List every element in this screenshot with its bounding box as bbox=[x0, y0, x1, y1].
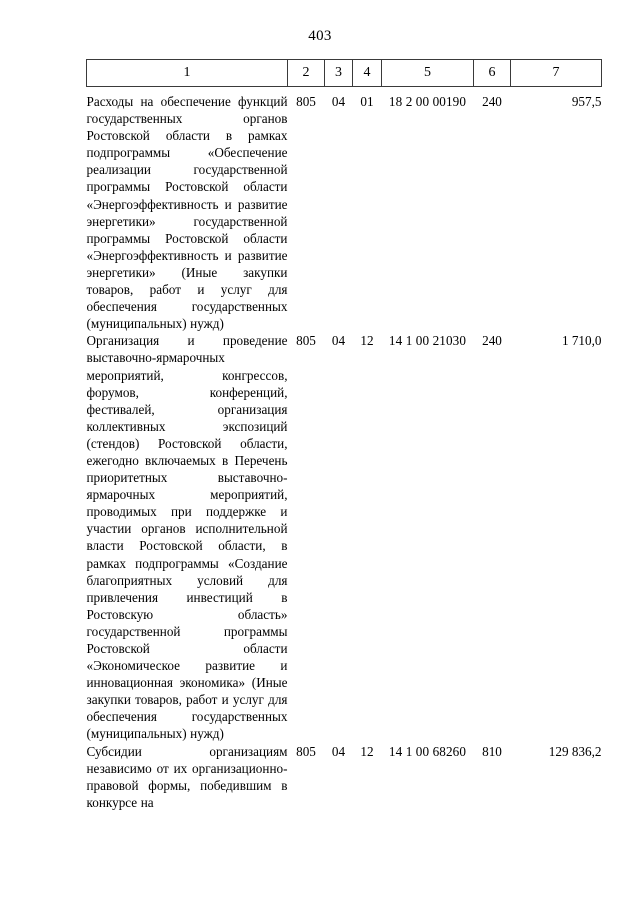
row-subsection-code: 12 bbox=[360, 333, 374, 349]
column-header-6: 6 bbox=[474, 60, 511, 87]
row-description: Субсидии организациям независимо от их организационно-правовой формы, победившим в конкурсе на bbox=[86, 743, 288, 810]
row-chief-administrator-code: 805 bbox=[296, 333, 316, 349]
table-header-row bbox=[87, 60, 602, 87]
row-section-code: 04 bbox=[331, 94, 346, 109]
row-target-item-code: 18 2 00 00190 bbox=[388, 94, 467, 109]
column-header-5: 5 bbox=[382, 60, 474, 87]
row-amount: 1 710,0 bbox=[561, 333, 602, 349]
column-header-2: 2 bbox=[288, 60, 325, 87]
row-chief-administrator-code: 805 bbox=[296, 743, 316, 759]
row-chief-administrator-code: 805 bbox=[296, 94, 316, 109]
row-expense-type-code: 240 bbox=[482, 333, 502, 349]
column-header-1: 1 bbox=[87, 60, 288, 87]
column-header-4: 4 bbox=[353, 60, 382, 87]
row-description: Организация и проведение выставочно-ярмарочных мероприятий, конгрессов, форумов, конференций, фестивалей, организация коллективных экспозиций (стендов) Ростовской области, ежегодно включаемых в Перечень приоритетных выставочно-ярмарочных мероприятий, проводимых при поддержке и участии органов исполнительной власти Ростовской области, в рамках подпрограммы «Создание благоприятных условий для привлечения инвестиций в Ростовскую область» государственной программы Ростовской области «Экономическое развитие и инновационная экономика» (Иные закупки товаров, работ и услуг для обеспечения государственных (муниципальных) нужд) bbox=[86, 333, 288, 742]
row-subsection-code: 12 bbox=[360, 743, 374, 759]
row-target-item-code: 14 1 00 68260 bbox=[388, 743, 467, 759]
row-amount: 957,5 bbox=[571, 94, 602, 109]
table-row bbox=[87, 743, 602, 811]
row-amount: 129 836,2 bbox=[548, 743, 602, 759]
column-header-3: 3 bbox=[325, 60, 353, 87]
row-section-code: 04 bbox=[331, 333, 346, 349]
column-header-7: 7 bbox=[511, 60, 602, 87]
row-section-code: 04 bbox=[331, 743, 346, 759]
row-subsection-code: 01 bbox=[360, 94, 374, 109]
budget-table bbox=[86, 59, 602, 811]
row-target-item-code: 14 1 00 21030 bbox=[388, 333, 467, 349]
budget-table-container bbox=[86, 59, 601, 811]
row-expense-type-code: 240 bbox=[482, 94, 502, 109]
table-row bbox=[87, 332, 602, 742]
table-row bbox=[87, 87, 602, 333]
row-description: Расходы на обеспечение функций государственных органов Ростовской области в рамках подпрограммы «Обеспечение реализации государственной программы Ростовской области «Энергоэффективность и развитие энергетики» государственной программы Ростовской области «Энергоэффективность и развитие энергетики» (Иные закупки товаров, работ и услуг для обеспечения государственных (муниципальных) нужд) bbox=[86, 94, 288, 332]
page-number: 403 bbox=[308, 28, 332, 44]
row-expense-type-code: 810 bbox=[482, 743, 502, 759]
